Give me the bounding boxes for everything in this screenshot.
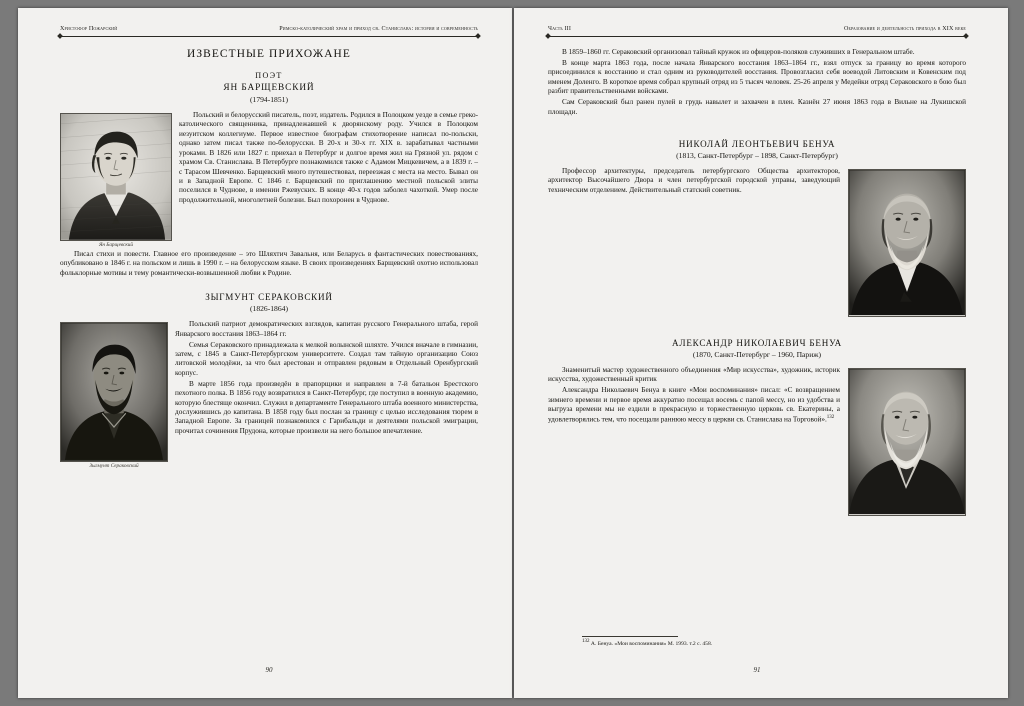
footnote-area bbox=[582, 636, 924, 648]
footnote-body: А. Бенуа. «Мои воспоминания» М. 1993. т.2 с. 458. bbox=[590, 640, 713, 647]
right-intro-paragraph-3: Сам Сераковский был ранен пулей в грудь навылет и захвачен в плен. Казнён 27 июня 1863 года в Вильне на Лукишской площади. bbox=[548, 98, 966, 116]
portrait-photograph bbox=[849, 170, 965, 315]
portrait-jan-barszczewski bbox=[60, 113, 172, 241]
person4-paragraph-1: Знаменитый мастер художественного объединения «Мир искусства», художник, историк искусства, художественный критик bbox=[548, 365, 840, 384]
person3-dates: (1813, Санкт-Петербург – 1898, Санкт-Петербург) bbox=[676, 150, 838, 160]
portrait-zygmunt-sierakowski bbox=[60, 322, 168, 462]
portrait-photograph bbox=[61, 323, 167, 460]
person4-portrait-figure bbox=[848, 368, 966, 516]
runhead-title: Римско-католический храм и приход св. Станислава: история и современность bbox=[279, 26, 478, 32]
runhead-author: Христофор Пожарский bbox=[60, 26, 118, 32]
person1-dates: (1794-1851) bbox=[250, 95, 288, 104]
person4-quote-text: Александра Николаевич Бенуа в книге «Мои воспоминания» писал: «С возвращением зимнего времени и первое время аккуратно посещал восемь с папой мессу, но из удобства и выгруза времени мы не ездили в прекрасную и торжественную церковь св. Екатерины, а удовлетворялись тем, что посещали раннюю мессу в церкви св. Станислава на Торговой». bbox=[548, 386, 840, 423]
right-folio: 91 bbox=[753, 666, 761, 674]
person2-portrait-caption: Зыгмунт Сераковский bbox=[89, 463, 139, 470]
right-page bbox=[514, 8, 1008, 698]
person3-paragraph-1: Профессор архитектуры, председатель петербургского Общества архитекторов, архитектор Высочайшего Двора и член петербургской городской управы, заведующий техническим отделением. Действительный статский советник. bbox=[548, 166, 840, 194]
portrait-alexander-benois bbox=[848, 368, 966, 516]
person3-name: НИКОЛАЙ ЛЕОНТЬЕВИЧ БЕНУА bbox=[678, 138, 836, 149]
person2-paragraph-2: Семья Сераковского принадлежала к мелкой волынской шляхте. Учился вначале в гимназии, затем, с 1845 в Санкт-Петербургском университете. Создал там тайную организацию Союз литовской молодёжи, за что был арестован и отправлен рядовым в Отдельный Оренбургский корпус. bbox=[175, 340, 478, 377]
person2-portrait-figure bbox=[60, 322, 168, 469]
left-running-head bbox=[60, 26, 478, 34]
person4-dates: (1870, Санкт-Петербург – 1960, Париж) bbox=[692, 349, 822, 359]
person1-paragraph-2: Писал стихи и повести. Главное его произведение – это Шляхтич Завальня, или Беларусь в фантастических повествованиях, опубликовано в 1846 г. на польском и лишь в 1990 г. – на белорусском языке. В своих произведениях Барщевский охотно использовал фольклорные мотивы и тему романтически-возвышенной любви к Родине. bbox=[60, 250, 478, 277]
person1-role: ПОЭТ bbox=[255, 71, 283, 80]
person4-name: АЛЕКСАНДР НИКОЛАЕВИЧ БЕНУА bbox=[671, 337, 842, 348]
person2-dates: (1826-1864) bbox=[250, 304, 288, 314]
right-running-head bbox=[548, 26, 966, 34]
page-title: ИЗВЕСТНЫЕ ПРИХОЖАНЕ bbox=[187, 48, 351, 60]
person1-portrait-caption: Ян Барщевский bbox=[99, 242, 133, 248]
right-intro-paragraph-2: В конце марта 1863 года, после начала Январского восстания 1863–1864 гг., взял отпуск за границу во время которого присоединился к восстанию и стал одним из руководителей восстания. Провозгласил себя воеводой Литовским и Ковенским под именем Доленго. В короткое время собрал крупный отряд из 5 тысяч человек. 25-26 апреля у Медейки отряд Сераковского в бою был разбит правительственными войсками. bbox=[548, 58, 966, 96]
right-head-rule bbox=[548, 34, 966, 38]
person2-name: ЗЫГМУНТ СЕРАКОВСКИЙ bbox=[205, 292, 333, 303]
person2-paragraph-1: Польский патриот демократических взглядов, капитан русского Генерального штаба, герой Январского восстания 1863–1864 гг. bbox=[175, 320, 478, 338]
footnote-reference[interactable]: 132 bbox=[826, 414, 835, 420]
person1-name: ЯН БАРЩЕВСКИЙ bbox=[223, 83, 315, 93]
left-folio: 90 bbox=[265, 666, 273, 674]
left-head-rule bbox=[60, 34, 478, 38]
footnote-number: 132 bbox=[582, 638, 590, 644]
left-page bbox=[18, 8, 512, 698]
runhead-part: Часть III bbox=[548, 26, 572, 32]
person1-portrait-figure bbox=[60, 113, 172, 248]
footnote-separator bbox=[582, 636, 678, 637]
runhead-chapter: Образование и деятельность прихода в XIX веке bbox=[843, 26, 966, 32]
person3-portrait-figure bbox=[848, 169, 966, 317]
person1-paragraph-1: Польский и белорусский писатель, поэт, издатель. Родился в Полоцком уезде в семье греко-католического священника, принадлежавшей к дворянскому роду. Учился в Полоцком иезуитском коллегиуме. Первое известное биографам стихотворение написал по-польски, однако затем писал также по-белорусски. В 20-х и 30-х гг. XIX в. зарабатывал частными уроками. В 1826 или 1827 г. приехал в Петербург и долгое время жил на Грязной ул. рядом с храмом Св. Станислава. В Петербурге познакомился также с Адамом Мицкевичем, а в 1839 г. – с Тарасом Шевченко. Барщевский много путешествовал, переезжая с места на место. Бывал он и в Западной Европе. С 1846 г. Барщевский по приглашению местной польской элиты поселился в Чуднове, в имении Ржевуских. В конце 40-х годов заболел чахоткой. Умер после продолжительной, многолетней болезни. Был похоронен в Чуднове. bbox=[179, 111, 478, 204]
portrait-photograph bbox=[849, 369, 965, 514]
person2-paragraph-3: В марте 1856 года произведён в прапорщики и направлен в 7-й батальон Брестского пехотного полка. В 1856 году возвратился в Санкт-Петербург, где поступил в военную академию, которую блестяще окончил. Служил в департаменте Генерального штаба военного министерства, дослужившись до капитана. В 1858 году был послан за границу с целью исследования тюрем в Западной Европе. За границей познакомился с Гарибальди и деятелями польской эмиграции, прочитал сочинения Прудона, которые произвели на него большое впечатление. bbox=[175, 379, 478, 435]
footnote-1 bbox=[582, 639, 924, 648]
right-intro-paragraph-1: В 1859–1860 гг. Сераковский организовал тайный кружок из офицеров-поляков служивших в Генеральном штабе. bbox=[562, 48, 915, 56]
portrait-nikolay-benois bbox=[848, 169, 966, 317]
portrait-engraving bbox=[61, 114, 171, 240]
